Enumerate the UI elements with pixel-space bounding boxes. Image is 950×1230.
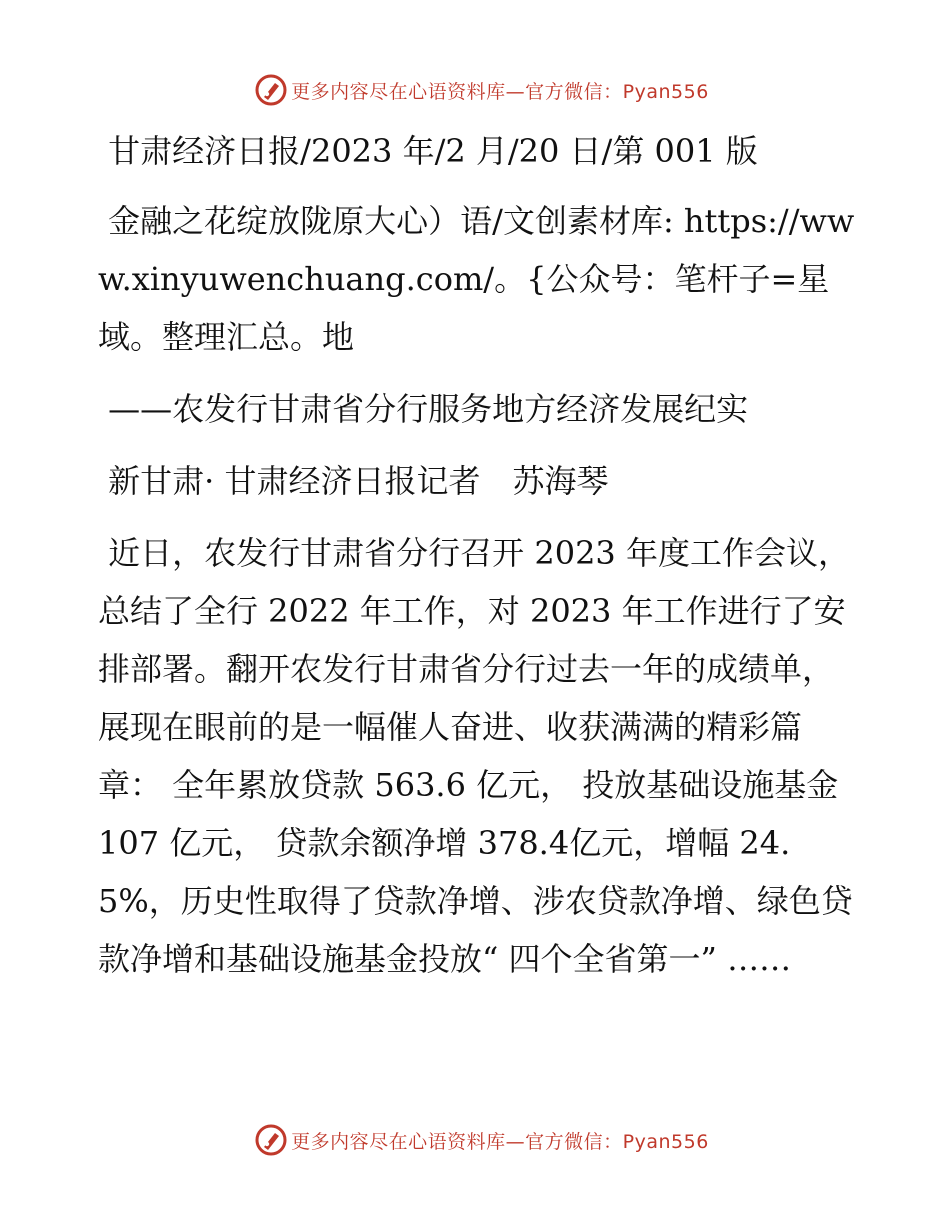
header-banner-inner <box>255 74 709 106</box>
header-banner <box>0 72 950 108</box>
document-body <box>98 122 858 988</box>
dateline: 甘肃经济日报/2023 年/2 月/20 日/第 001 版 <box>98 132 758 170</box>
article-title: 金融之花绽放陇原大心）语/文创素材库: https://www.xinyuwenchuang.com/。{公众号：笔杆子=星域。整理汇总。地 <box>98 202 855 356</box>
article-byline: 新甘肃· 甘肃经济日报记者 苏海琴 <box>98 462 609 500</box>
pen-circle-icon <box>255 74 287 106</box>
article-subtitle: ——农发行甘肃省分行服务地方经济发展纪实 <box>98 390 749 428</box>
footer-banner-text: 更多内容尽在心语资料库—官方微信：Pyan556 <box>291 1130 709 1153</box>
pen-circle-icon <box>255 1124 287 1156</box>
header-banner-text: 更多内容尽在心语资料库—官方微信：Pyan556 <box>291 80 709 103</box>
footer-banner-inner <box>255 1124 709 1156</box>
footer-banner <box>0 1122 950 1158</box>
article-body: 近日，农发行甘肃省分行召开 2023 年度工作会议，总结了全行 2022 年工作，对 2023 年工作进行了安排部署。翻开农发行甘肃省分行过去一年的成绩单，展现在眼前的是一幅催人奋进、收获满满的精彩篇章： 全年累放贷款 563.6 亿元， 投放基础设施基金 107 亿元， 贷款余额净增 378.4亿元，增幅 24.5%，历史性取得了贷款净增、涉农贷款净增、绿色贷款净增和基础设施基金投放“ 四个全省第一” …… <box>98 534 853 978</box>
